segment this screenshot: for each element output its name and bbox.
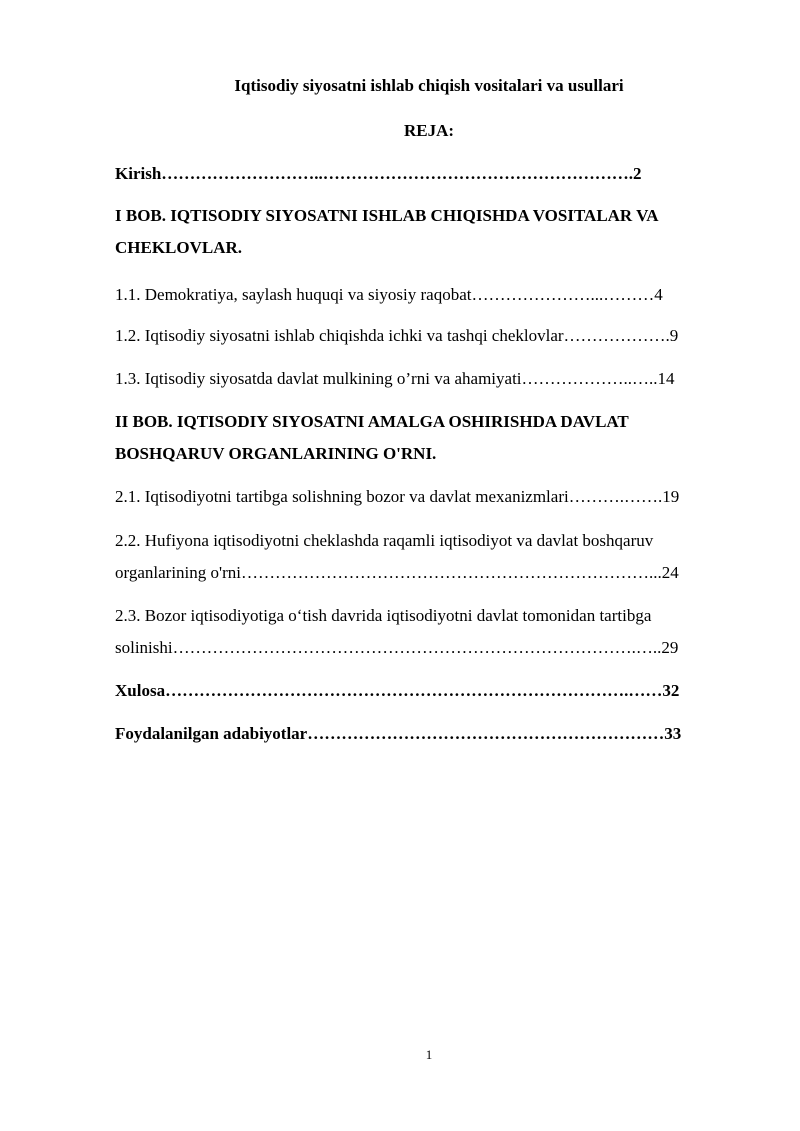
toc-entry-1-2: 1.2. Iqtisodiy siyosatni ishlab chiqishda ichki va tashqi cheklovlar……………….9 (115, 326, 679, 345)
toc-entry-references: Foydalanilgan adabiyotlar………………………………………………………33 (115, 724, 682, 743)
toc-entry-introduction: Kirish………………………..……………………………………………….2 (115, 164, 642, 183)
chapter-2-heading-line-2: BOSHQARUV ORGANLARINING O'RNI. (115, 444, 437, 463)
chapter-2-heading-line-1: II BOB. IQTISODIY SIYOSATNI AMALGA OSHIRISHDA DAVLAT (115, 412, 629, 431)
chapter-1-heading-line-2: CHEKLOVLAR. (115, 238, 243, 257)
toc-entry-2-1: 2.1. Iqtisodiyotni tartibga solishning bozor va davlat mexanizmlari……….…….19 (115, 487, 680, 506)
toc-entry-2-3-line-1: 2.3. Bozor iqtisodiyotiga o‘tish davrida iqtisodiyotni davlat tomonidan tartibga (115, 606, 652, 625)
page-number: 1 (425, 1047, 433, 1062)
document-title: Iqtisodiy siyosatni ishlab chiqish vositalari va usullari (234, 76, 624, 95)
toc-entry-1-3: 1.3. Iqtisodiy siyosatda davlat mulkining o’rni va ahamiyati………………..…..14 (115, 369, 675, 388)
chapter-1-heading-line-1: I BOB. IQTISODIY SIYOSATNI ISHLAB CHIQISHDA VOSITALAR VA (115, 206, 659, 225)
toc-entry-2-3-line-2: solinishi……………………………………………………………………….…..29 (115, 638, 679, 657)
toc-entry-conclusion: Xulosa……………………………………………………………………….……32 (115, 681, 680, 700)
toc-entry-2-2-line-1: 2.2. Hufiyona iqtisodiyotni cheklashda raqamli iqtisodiyot va davlat boshqaruv (115, 531, 654, 550)
toc-entry-2-2-line-2: organlarining o'rni………………………………………………………………...24 (115, 563, 679, 582)
plan-heading: REJA: (403, 121, 455, 140)
toc-entry-1-1: 1.1. Demokratiya, saylash huquqi va siyosiy raqobat…………………...………4 (115, 285, 663, 304)
